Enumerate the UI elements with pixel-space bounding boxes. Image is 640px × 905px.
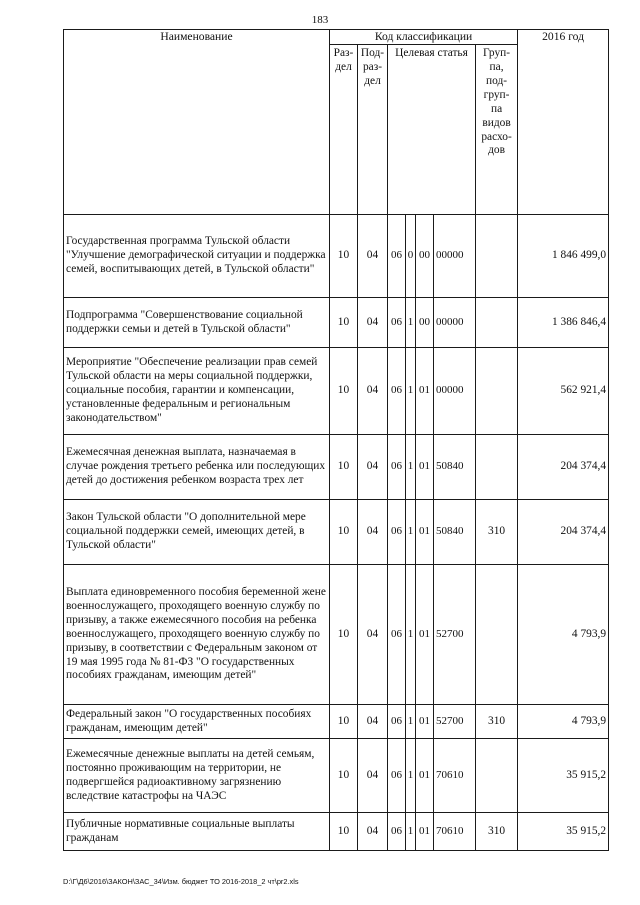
- row-target-program: 06: [388, 298, 406, 348]
- row-name: Федеральный закон "О государственных пособиях гражданам, имеющим детей": [64, 705, 330, 739]
- table-row: [64, 348, 609, 435]
- row-target-event: 01: [416, 348, 434, 435]
- row-expense-group: [476, 215, 518, 298]
- row-target-program: 06: [388, 739, 406, 813]
- row-target-program: 06: [388, 348, 406, 435]
- row-expense-group: [476, 435, 518, 500]
- row-name: Закон Тульской области "О дополнительной мере социальной поддержки семей, имеющих детей, в Тульской области": [64, 500, 330, 565]
- row-subsection: 04: [358, 435, 388, 500]
- row-subsection: 04: [358, 565, 388, 705]
- table-row: [64, 215, 609, 298]
- row-subsection: 04: [358, 500, 388, 565]
- row-amount: 4 793,9: [518, 565, 609, 705]
- row-target-subprogram: 1: [406, 435, 416, 500]
- row-target-direction: 70610: [434, 739, 476, 813]
- row-name: Ежемесячная денежная выплата, назначаемая в случае рождения третьего ребенка или последующих детей до достижения ребенком возраста трех лет: [64, 435, 330, 500]
- row-section: 10: [330, 215, 358, 298]
- row-expense-group: [476, 348, 518, 435]
- header-name: Наименование: [64, 30, 330, 215]
- row-target-direction: 70610: [434, 813, 476, 851]
- table-row: [64, 565, 609, 705]
- row-expense-group: [476, 565, 518, 705]
- header-row-top: [64, 30, 609, 45]
- row-section: 10: [330, 500, 358, 565]
- row-expense-group: 310: [476, 813, 518, 851]
- row-amount: 562 921,4: [518, 348, 609, 435]
- row-target-event: 01: [416, 705, 434, 739]
- row-target-subprogram: 1: [406, 739, 416, 813]
- row-amount: 35 915,2: [518, 813, 609, 851]
- row-target-program: 06: [388, 565, 406, 705]
- row-target-subprogram: 1: [406, 813, 416, 851]
- row-section: 10: [330, 348, 358, 435]
- row-expense-group: [476, 298, 518, 348]
- row-target-direction: 52700: [434, 705, 476, 739]
- row-name: Мероприятие "Обеспечение реализации прав семей Тульской области на меры социальной поддержки, социальные пособия, гарантии и компенсации, установленные федеральным и региональным законодательством": [64, 348, 330, 435]
- row-section: 10: [330, 298, 358, 348]
- table-row: [64, 500, 609, 565]
- row-section: 10: [330, 565, 358, 705]
- row-name: Государственная программа Тульской области "Улучшение демографической ситуации и поддержка семей, воспитывающих детей, в Тульской области": [64, 215, 330, 298]
- footer-file-path: D:\Г\Д6\2016\ЗАКОН\ЗАС_34\Изм. бюджет ТО 2016-2018_2 чт\pr2.xls: [63, 877, 299, 886]
- row-subsection: 04: [358, 215, 388, 298]
- row-amount: 204 374,4: [518, 435, 609, 500]
- row-target-subprogram: 1: [406, 298, 416, 348]
- row-target-program: 06: [388, 705, 406, 739]
- row-target-subprogram: 0: [406, 215, 416, 298]
- page-number: 183: [311, 14, 329, 26]
- row-target-program: 06: [388, 215, 406, 298]
- row-amount: 35 915,2: [518, 739, 609, 813]
- row-name: Выплата единовременного пособия беременной жене военнослужащего, проходящего военную службу по призыву, а также ежемесячного пособия на ребенка военнослужащего, проходящего военную службу по призыву, в соответствии с Федеральным законом от 19 мая 1995 года № 81-ФЗ "О государственных пособиях гражданам, имеющим детей": [64, 565, 330, 705]
- table-row: [64, 705, 609, 739]
- row-amount: 204 374,4: [518, 500, 609, 565]
- budget-table: [63, 29, 609, 851]
- row-target-direction: 50840: [434, 435, 476, 500]
- header-target-article: Целевая статья: [388, 45, 476, 215]
- table-row: [64, 739, 609, 813]
- row-amount: 4 793,9: [518, 705, 609, 739]
- row-target-direction: 00000: [434, 348, 476, 435]
- row-target-subprogram: 1: [406, 348, 416, 435]
- row-target-direction: 00000: [434, 215, 476, 298]
- row-expense-group: [476, 739, 518, 813]
- row-target-direction: 00000: [434, 298, 476, 348]
- row-target-program: 06: [388, 500, 406, 565]
- row-subsection: 04: [358, 813, 388, 851]
- row-expense-group: 310: [476, 500, 518, 565]
- table-body: [64, 215, 609, 851]
- header-section: Раз- дел: [330, 45, 358, 215]
- row-section: 10: [330, 705, 358, 739]
- table-row: [64, 813, 609, 851]
- row-target-event: 00: [416, 298, 434, 348]
- header-classification: Код классификации: [330, 30, 518, 45]
- row-target-event: 01: [416, 565, 434, 705]
- row-section: 10: [330, 435, 358, 500]
- row-subsection: 04: [358, 705, 388, 739]
- row-subsection: 04: [358, 348, 388, 435]
- row-target-subprogram: 1: [406, 705, 416, 739]
- row-target-event: 01: [416, 500, 434, 565]
- row-subsection: 04: [358, 739, 388, 813]
- row-target-event: 01: [416, 435, 434, 500]
- row-target-subprogram: 1: [406, 500, 416, 565]
- row-target-direction: 52700: [434, 565, 476, 705]
- row-section: 10: [330, 813, 358, 851]
- row-target-subprogram: 1: [406, 565, 416, 705]
- row-amount: 1 846 499,0: [518, 215, 609, 298]
- row-target-program: 06: [388, 813, 406, 851]
- header-expense-group: Груп- па, под- груп- па видов расхо- дов: [476, 45, 518, 215]
- row-target-event: 01: [416, 739, 434, 813]
- row-expense-group: 310: [476, 705, 518, 739]
- header-year: 2016 год: [518, 30, 609, 215]
- row-name: Подпрограмма "Совершенствование социальной поддержки семьи и детей в Тульской области": [64, 298, 330, 348]
- row-target-direction: 50840: [434, 500, 476, 565]
- table-row: [64, 298, 609, 348]
- row-target-program: 06: [388, 435, 406, 500]
- row-name: Ежемесячные денежные выплаты на детей семьям, постоянно проживающим на территории, не подвергшейся радиоактивному загрязнению вследствие катастрофы на ЧАЭС: [64, 739, 330, 813]
- row-section: 10: [330, 739, 358, 813]
- row-subsection: 04: [358, 298, 388, 348]
- row-amount: 1 386 846,4: [518, 298, 609, 348]
- row-target-event: 01: [416, 813, 434, 851]
- row-target-event: 00: [416, 215, 434, 298]
- table-row: [64, 435, 609, 500]
- row-name: Публичные нормативные социальные выплаты гражданам: [64, 813, 330, 851]
- header-subsection: Под- раз- дел: [358, 45, 388, 215]
